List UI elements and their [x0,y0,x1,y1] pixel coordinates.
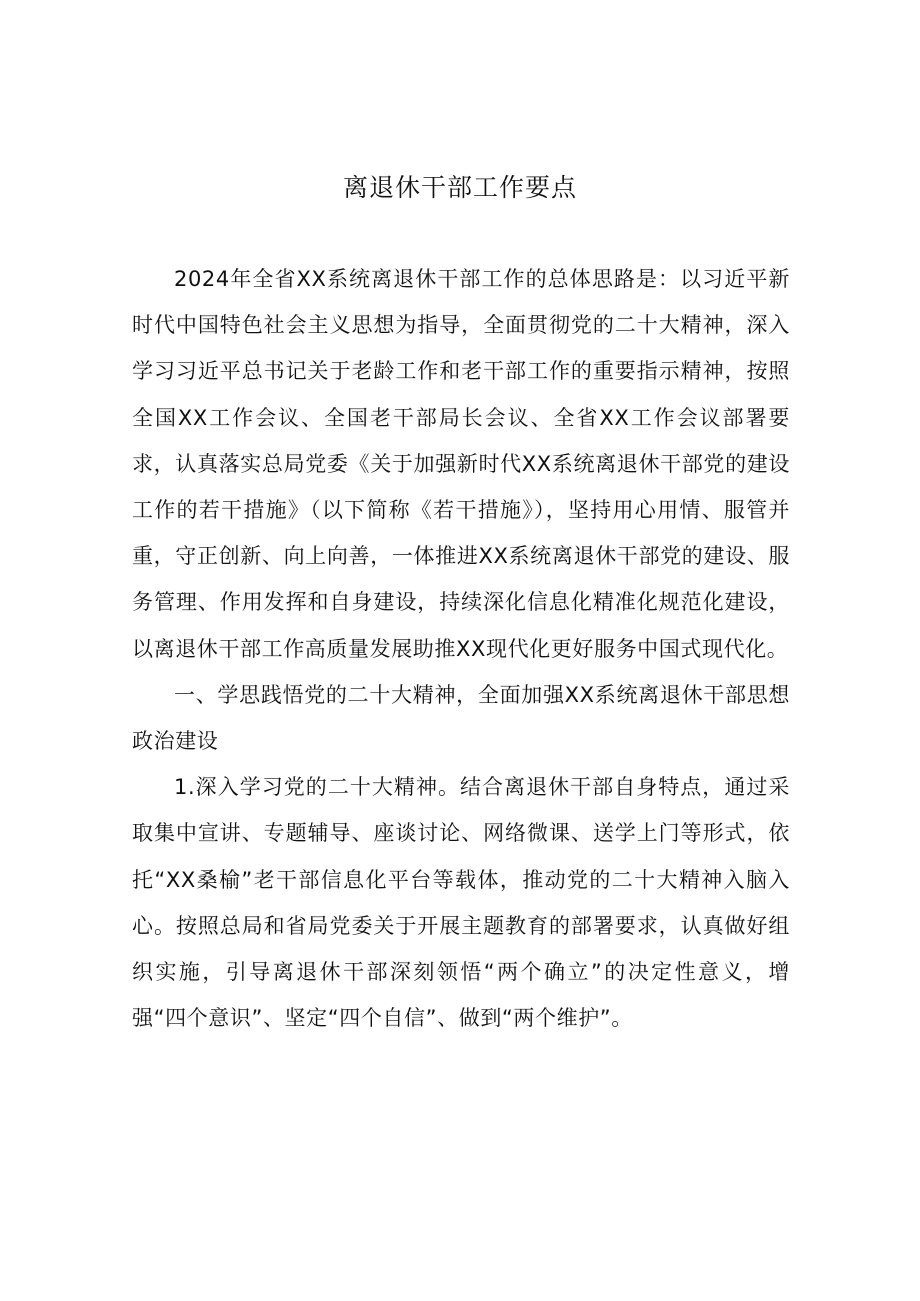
section-heading-1: 一、学思践悟党的二十大精神，全面加强XX系统离退休干部思想政治建设 [132,682,790,754]
document-title: 离退休干部工作要点 [342,173,577,202]
item-paragraph-1: 1.深入学习党的二十大精神。结合离退休干部自身特点，通过采取集中宣讲、专题辅导、座谈讨论、网络微课、送学上门等形式，依托“XX桑榆”老干部信息化平台等载体，推动党的二十大精神入脑入心。按照总局和省局党委关于开展主题教育的部署要求，认真做好组织实施，引导离退休干部深刻领悟“两个确立”的决定性意义，增强“四个意识”、坚定“四个自信”、做到“两个维护”。 [132,775,790,1031]
intro-paragraph: 2024年全省XX系统离退休干部工作的总体思路是：以习近平新时代中国特色社会主义思想为指导，全面贯彻党的二十大精神，深入学习习近平总书记关于老龄工作和老干部工作的重要指示精神，按照全国XX工作会议、全国老干部局长会议、全省XX工作会议部署要求，认真落实总局党委《关于加强新时代XX系统离退休干部党的建设工作的若干措施》（以下简称《若干措施》），坚持用心用情、服管并重，守正创新、向上向善，一体推进XX系统离退休干部党的建设、服务管理、作用发挥和自身建设，持续深化信息化精准化规范化建设，以离退休干部工作高质量发展助推XX现代化更好服务中国式现代化。 [132,267,790,661]
document-body [132,256,790,1041]
